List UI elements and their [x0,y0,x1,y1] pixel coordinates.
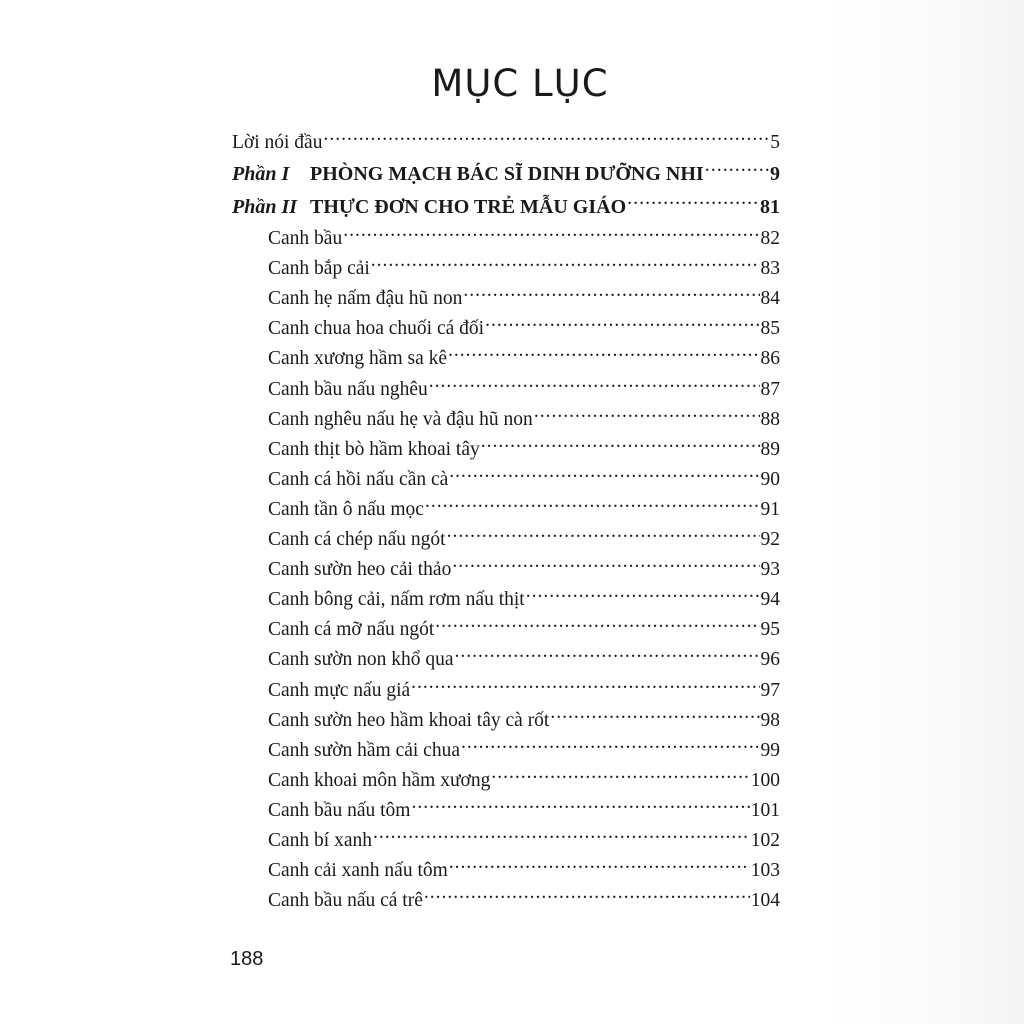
toc-page-number: 103 [750,860,780,882]
toc-dot-leader [627,193,759,213]
toc-dot-leader [429,375,760,395]
toc-entry-title: Canh mực nấu giá [268,679,411,701]
toc-dot-leader [463,285,759,305]
toc-row [232,766,780,796]
toc-row [232,525,780,555]
toc-dot-leader [485,315,759,335]
toc-entry-title: Canh khoai môn hầm xương [268,769,491,791]
toc-page-number: 97 [760,679,780,701]
toc-row [232,676,780,706]
toc-dot-leader [705,160,769,180]
toc-entry-list [232,224,780,916]
toc-row [232,254,780,284]
toc-row [232,435,780,465]
toc-page-number: 86 [760,348,780,370]
toc-page-number: 93 [760,559,780,581]
toc-dot-leader [534,405,760,425]
toc-row [232,645,780,675]
toc-page-number: 81 [760,196,780,219]
toc-entry-title: Canh bắp cải [268,258,370,280]
toc-entry-title: Canh sườn hầm cải chua [268,739,460,761]
toc-dot-leader [481,435,760,455]
toc-page-number: 98 [760,709,780,731]
toc-dot-leader [550,706,759,726]
toc-page-number: 9 [770,163,780,186]
page-number: 188 [230,948,264,970]
toc-page-number: 5 [770,132,780,153]
toc-row [232,826,780,856]
toc-entry-title: Canh cá mỡ nấu ngót [268,619,435,641]
toc-entry-title: Canh bầu nấu nghêu [268,378,428,400]
toc-entry-title: Canh bông cải, nấm rơm nấu thịt [268,589,525,611]
toc-page-number: 104 [750,890,780,912]
toc-row [232,465,780,495]
toc-row [232,615,780,645]
toc-entry-title: Canh nghêu nấu hẹ và đậu hũ non [268,408,533,430]
toc-dot-leader [449,857,750,877]
toc-dot-leader [425,495,760,515]
toc-row [232,495,780,525]
toc-dot-leader [448,345,759,365]
toc-dot-leader [424,887,750,907]
toc-row [232,796,780,826]
toc-entry-title: Canh chua hoa chuối cá đối [268,318,485,340]
toc-row [232,585,780,615]
toc-entry-title: Canh hẹ nấm đậu hũ non [268,288,463,310]
toc-dot-leader [411,796,749,816]
toc-dot-leader [449,465,759,485]
toc-row [232,736,780,766]
toc-page-number: 85 [760,318,780,340]
toc-row-part-2 [232,191,780,224]
toc-entry-title: Canh bầu nấu cá trê [268,890,423,912]
toc-row [232,344,780,374]
toc-row [232,706,780,736]
toc-entry-title: Lời nói đầu [232,132,323,153]
toc-page-number: 83 [760,258,780,280]
toc-dot-leader [452,556,759,576]
toc-dot-leader [373,826,750,846]
toc-page-number: 88 [760,408,780,430]
toc-page-number: 94 [760,589,780,611]
toc-dot-leader [526,586,760,606]
toc-part-label: Phần I [232,163,290,186]
toc-row [232,405,780,435]
toc-dot-leader [435,616,759,636]
toc-page-number: 90 [760,468,780,490]
toc-row-part-1 [232,158,780,191]
table-of-contents [232,128,780,916]
toc-page-number: 87 [760,378,780,400]
page-edge-shading [828,0,1024,1024]
toc-page-number: 102 [750,829,780,851]
toc-row [232,856,780,886]
toc-row [232,314,780,344]
toc-entry-title: Canh cải xanh nấu tôm [268,860,448,882]
toc-row [232,375,780,405]
toc-dot-leader [411,676,759,696]
toc-dot-leader [461,736,760,756]
toc-entry-title: Canh xương hầm sa kê [268,348,448,370]
toc-page-number: 82 [760,228,780,250]
toc-page-number: 99 [760,739,780,761]
toc-entry-title: Canh cá hồi nấu cần cà [268,468,449,490]
toc-part-title: PHÒNG MẠCH BÁC SĨ DINH DƯỠNG NHI [310,163,704,186]
toc-entry-title: Canh thịt bò hầm khoai tây [268,438,480,460]
toc-page-number: 92 [760,529,780,551]
toc-page-number: 100 [750,769,780,791]
toc-page-number: 101 [750,799,780,821]
toc-part-label: Phần II [232,196,298,219]
toc-page-number: 91 [760,498,780,520]
toc-dot-leader [447,526,760,546]
toc-dot-leader [343,225,759,245]
toc-dot-leader [455,646,760,666]
toc-entry-title: Canh bầu nấu tôm [268,799,411,821]
toc-entry-title: Canh bí xanh [268,829,372,851]
toc-entry-title: Canh cá chép nấu ngót [268,529,446,551]
toc-entry-title: Canh tần ô nấu mọc [268,498,424,520]
toc-row [232,886,780,916]
page-title: MỤC LỤC [431,62,609,105]
toc-row [232,555,780,585]
toc-entry-title: Canh sườn non khổ qua [268,649,454,671]
toc-entry-title: Canh sườn heo hầm khoai tây cà rốt [268,709,550,731]
toc-part-title: THỰC ĐƠN CHO TRẺ MẪU GIÁO [310,196,627,219]
toc-row [232,284,780,314]
toc-row [232,224,780,254]
toc-dot-leader [371,255,760,275]
toc-page-number: 95 [760,619,780,641]
toc-page-number: 96 [760,649,780,671]
toc-page-number: 89 [760,438,780,460]
toc-page-number: 84 [760,288,780,310]
toc-entry-title: Canh bầu [268,228,343,250]
toc-row-intro [232,128,780,158]
toc-dot-leader [323,129,769,149]
toc-entry-title: Canh sườn heo cải thảo [268,559,452,581]
toc-dot-leader [491,766,749,786]
